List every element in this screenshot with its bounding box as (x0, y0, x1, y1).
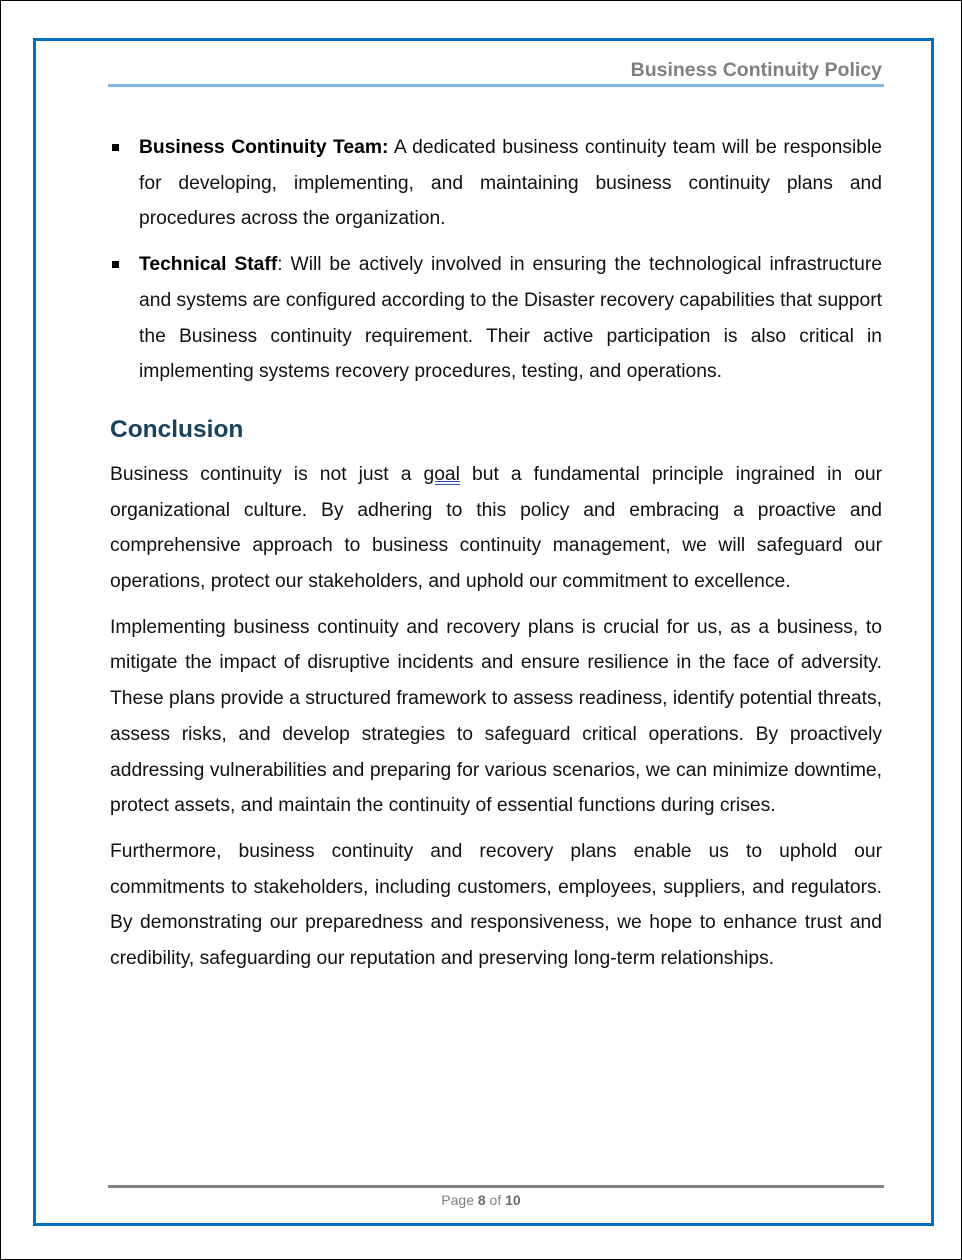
bullet-text: : Will be actively involved in ensuring the technological infrastructure and systems are configured according to the Disaster recovery capabilities that support the Business continuity requirement. Their active participation is also critical in implementing systems recovery procedures, testing, and operations. (139, 254, 882, 383)
bullet-text: A dedicated business continuity team will be responsible for developing, implementing, and maintaining business continuity plans and procedures across the organization. (139, 137, 882, 230)
paragraph-text: Business continuity is not just a (110, 463, 424, 485)
footer-rule (108, 1185, 884, 1188)
section-heading-conclusion: Conclusion (110, 415, 244, 443)
bullet-item-business-continuity-team (110, 130, 882, 237)
header-rule (108, 84, 884, 87)
paragraph-text: but a fundamental principle ingrained in our organizational culture. By adhering to this policy and embracing a proactive and comprehensive approach to business continuity management, we will safeguard our operations, protect our stakeholders, and uphold our commitment to excellence. (110, 463, 882, 593)
total-pages: 10 (505, 1192, 521, 1208)
of-label: of (485, 1192, 506, 1208)
bullet-term: Technical Staff (139, 254, 278, 276)
conclusion-paragraph-2: Implementing business continuity and recovery plans is crucial for us, as a business, to mitigate the impact of disruptive incidents and ensure resilience in the face of adversity. These plans provide a structured framework to assess readiness, identify potential threats, assess risks, and develop strategies to safeguard critical operations. By proactively addressing vulnerabilities and preparing for various scenarios, we can minimize downtime, protect assets, and maintain the continuity of essential functions during crises. (110, 616, 882, 817)
conclusion-paragraph-1 (110, 457, 882, 600)
grammar-flagged-word[interactable]: goal (423, 463, 460, 485)
page-number (0, 1192, 962, 1208)
page-label: Page (441, 1192, 478, 1208)
conclusion-paragraph-3: Furthermore, business continuity and recovery plans enable us to uphold our commitments to stakeholders, including customers, employees, suppliers, and regulators. By demonstrating our preparedness and responsiveness, we hope to enhance trust and credibility, safeguarding our reputation and preserving long-term relationships. (110, 840, 882, 970)
square-bullet-icon (112, 144, 119, 151)
square-bullet-icon (112, 261, 119, 268)
page-content (110, 130, 882, 987)
current-page: 8 (477, 1192, 486, 1208)
bullet-term: Business Continuity Team: (139, 137, 389, 158)
header-title: Business Continuity Policy (630, 59, 882, 81)
bullet-item-technical-staff (110, 247, 882, 390)
